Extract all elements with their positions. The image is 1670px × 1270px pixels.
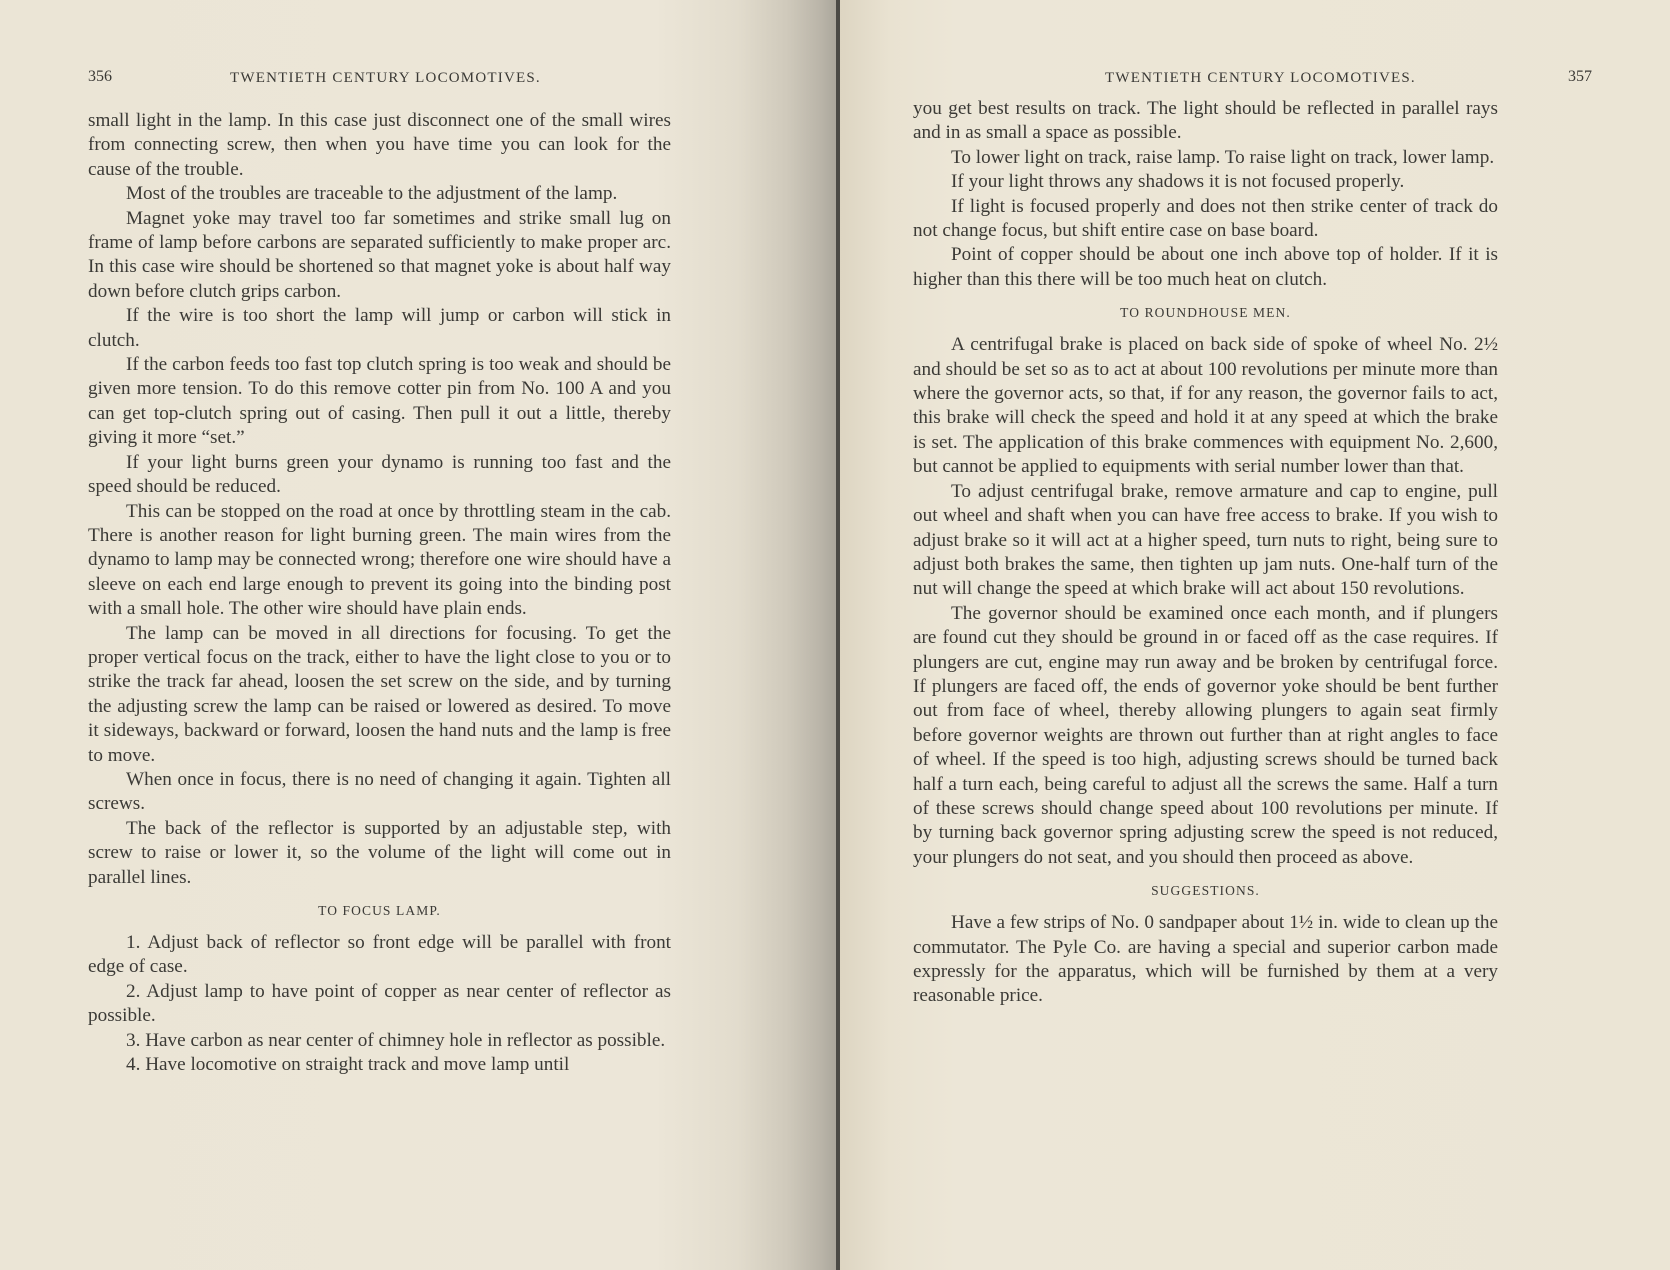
paragraph: Magnet yoke may travel too far sometimes and strike small lug on frame of lamp before carbons are separated sufficiently to make proper arc. In this case wire should be shortened so that magnet yoke is about half way down before clutch grips carbon. [88, 207, 671, 302]
paragraph: When once in focus, there is no need of changing it again. Tighten all screws. [88, 768, 671, 815]
paragraph: To lower light on track, raise lamp. To raise light on track, lower lamp. [951, 146, 1495, 168]
paragraph: If your light burns green your dynamo is running too fast and the speed should be reduced. [88, 451, 671, 498]
page-number: 357 [1568, 68, 1592, 85]
paragraph: Most of the troubles are traceable to the adjustment of the lamp. [126, 183, 618, 205]
running-head: TWENTIETH CENTURY LOCOMOTIVES. [230, 70, 541, 86]
paragraph: If light is focused properly and does not then strike center of track do not change focus, but shift entire case on base board. [913, 195, 1498, 242]
paragraph: If the wire is too short the lamp will jump or carbon will stick in clutch. [88, 305, 671, 351]
paragraph: This can be stopped on the road at once by throttling steam in the cab. There is another reason for light burning green. The main wires from the dynamo to lamp may be connected wrong; therefore one wire should have a sleeve on each end large enough to prevent its going into the binding post with a small hole. The other wire should have plain ends. [88, 500, 671, 620]
paragraph: Point of copper should be about one inch above top of holder. If it is higher than this there will be too much heat on clutch. [913, 244, 1498, 290]
paragraph: To adjust centrifugal brake, remove armature and cap to engine, pull out wheel and shaft when you can have free access to brake. If you wish to adjust brake so it will act at a higher speed, turn nuts to right, being sure to adjust both brakes the same, then tighten up jam nuts. One-half turn of the nut will change the speed at which brake will act about 150 revolutions. [913, 480, 1498, 600]
numbered-step: 3. Have carbon as near center of chimney hole in reflector as possible. [126, 1029, 666, 1051]
paragraph: Have a few strips of No. 0 sandpaper about 1½ in. wide to clean up the commutator. The Pyle Co. are having a special and superior carbon made expressly for the apparatus, which will be furnished by them at a very reasonable price. [913, 912, 1498, 1007]
paragraph: The back of the reflector is supported by an adjustable step, with screw to raise or lower it, so the volume of the light will come out in parallel lines. [88, 817, 671, 888]
section-heading-focus-lamp: TO FOCUS LAMP. [318, 903, 441, 918]
section-heading-roundhouse-men: TO ROUNDHOUSE MEN. [1120, 305, 1291, 321]
numbered-step: 4. Have locomotive on straight track and move lamp until [126, 1054, 570, 1076]
right-page [840, 0, 1670, 1270]
numbered-step: 2. Adjust lamp to have point of copper as near center of reflector as possible. [88, 980, 671, 1027]
paragraph: small light in the lamp. In this case just disconnect one of the small wires from connecting screw, then when you have time you can look for the cause of the trouble. [88, 110, 671, 180]
paragraph: you get best results on track. The light should be reflected in parallel rays and in as small a space as possible. [913, 98, 1498, 144]
paragraph: If your light throws any shadows it is not focused properly. [951, 171, 1405, 193]
page-number: 356 [88, 68, 112, 85]
numbered-step: 1. Adjust back of reflector so front edge will be parallel with front edge of case. [88, 932, 671, 978]
right-page-body [913, 97, 1498, 1009]
running-head: TWENTIETH CENTURY LOCOMOTIVES. [1105, 70, 1416, 86]
paragraph: The lamp can be moved in all directions for focusing. To get the proper vertical focus on the track, either to have the light close to you or to strike the track far ahead, loosen the set screw on the side, and by turning the adjusting screw the lamp can be raised or lowered as desired. To move it sideways, backward or forward, loosen the hand nuts and the lamp is free to move. [88, 622, 671, 766]
paragraph: A centrifugal brake is placed on back side of spoke of wheel No. 2½ and should be set so as to act at about 100 revolutions per minute more than where the governor acts, so that, if for any reason, the governor fails to act, this brake will check the speed and hold it at any speed at which the brake is set. The application of this brake commences with equipment No. 2,600, but cannot be applied to equipments with serial number lower than that. [913, 334, 1498, 478]
paragraph: If the carbon feeds too fast top clutch spring is too weak and should be given more tension. To do this remove cotter pin from No. 100 A and you can get top-clutch spring out of casing. Then pull it out a little, thereby giving it more “set.” [88, 354, 671, 449]
section-heading-suggestions: SUGGESTIONS. [1151, 883, 1260, 899]
left-page-body [88, 109, 671, 1077]
paragraph: The governor should be examined once each month, and if plungers are found cut they should be ground in or faced off as the case requires. If plungers are cut, engine may run away and be broken by centrifugal force. If plungers are faced off, the ends of governor yoke should be bent further out from face of wheel, thereby allowing plungers to again seat firmly before governor weights are thrown out further than at right angles to face of wheel. If the speed is too high, adjusting screws should be turned back half a turn each, being careful to adjust all the screws the same. Half a turn of these screws should change speed about 100 revolutions per minute. If by turning back governor spring adjusting screw the speed is not reduced, your plungers do not seat, and you should then proceed as above. [913, 602, 1498, 868]
